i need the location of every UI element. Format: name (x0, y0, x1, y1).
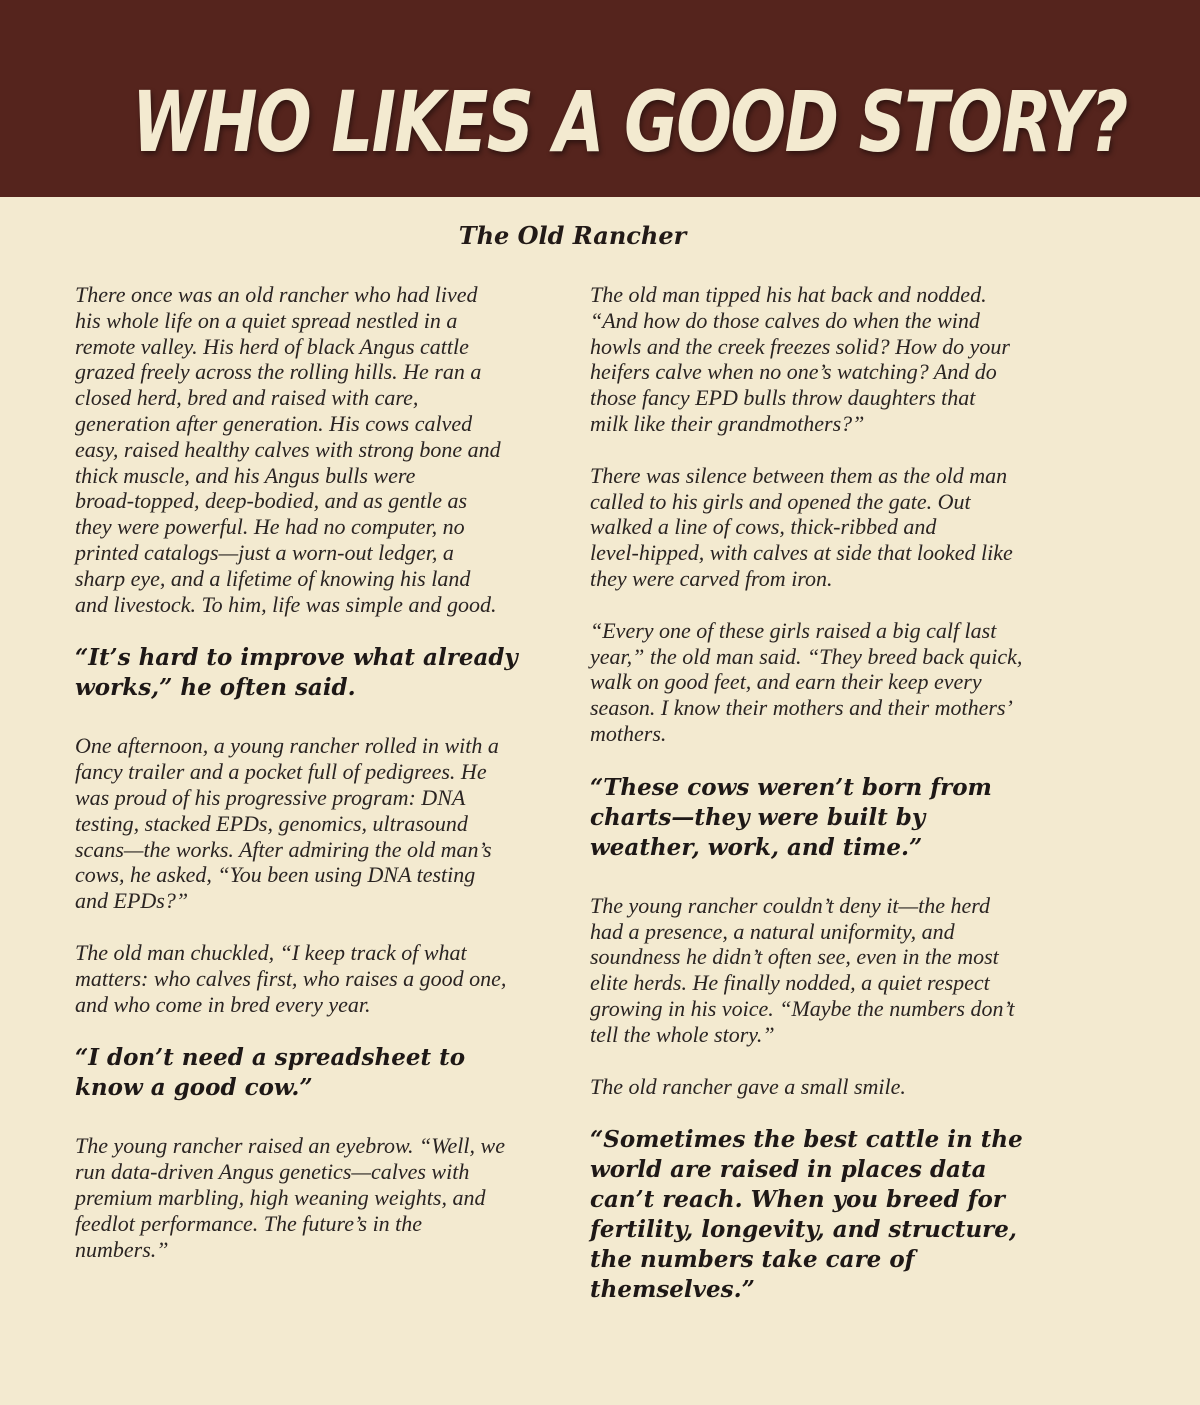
page-title: WHO LIKES A GOOD STORY? (132, 73, 1127, 171)
paragraph: The young rancher couldn’t deny it—the herd had a presence, a natural uniformity, and soundness he didn’t often see, even in the most elite herds. He finally nodded, a quiet respect growing in his voice. “Maybe the numbers don’t tell the whole story.” (590, 892, 1015, 1047)
paragraph: There was silence between them as the old man called to his girls and opened the gate. Out walked a line of cows, thick-ribbed and level-hipped, with calves at side that looked like they were carved from iron. (590, 462, 1013, 591)
header-banner (0, 0, 1200, 197)
pull-quote: “I don’t need a spreadsheet to know a good cow.” (75, 1044, 466, 1102)
pull-quote: “Sometimes the best cattle in the world are raised in places data can’t reach. When you breed for fertility, longevity, and structure, the numbers take care of themselves.” (590, 1126, 1023, 1304)
right-column (590, 282, 1060, 1335)
pull-quote: “These cows weren’t born from charts—they were built by weather, work, and time.” (590, 773, 992, 861)
paragraph: The old man tipped his hat back and nodded. “And how do those calves do when the wind howls and the creek freezes solid? How do your heifers calve when no one’s watching? And do those fancy EPD bulls throw daughters that milk like their grandmothers?” (590, 282, 1010, 436)
paragraph: “Every one of these girls raised a big calf last year,” the old man said. “They breed back quick, walk on good feet, and earn their keep every season. I know their mothers and their mothers’ mothers. (590, 617, 1023, 746)
story-title: The Old Rancher (458, 221, 687, 250)
left-column (75, 282, 545, 1288)
pull-quote: “It’s hard to improve what already works,” he often said. (75, 644, 518, 702)
paragraph: The young rancher raised an eyebrow. “Well, we run data-driven Angus genetics—calves with premium marbling, high weaning weights, and feedlot performance. The future’s in the numbers.” (75, 1133, 505, 1262)
paragraph: There once was an old rancher who had lived his whole life on a quiet spread nestled in a remote valley. His herd of black Angus cattle grazed freely across the rolling hills. He ran a closed herd, bred and raised with care, generation after generation. His cows calved easy, raised healthy calves with strong bone and thick muscle, and his Angus bulls were broad-topped, deep-bodied, and as gentle as they were powerful. He had no computer, no printed catalogs—just a worn-out ledger, a sharp eye, and a lifetime of knowing his land and livestock. To him, life was simple and good. (75, 282, 501, 617)
paragraph: The old rancher gave a small smile. (590, 1073, 906, 1099)
paragraph: The old man chuckled, “I keep track of what matters: who calves first, who raises a good one, and who come in bred every year. (75, 939, 507, 1017)
paragraph: One afternoon, a young rancher rolled in with a fancy trailer and a pocket full of pedigrees. He was proud of his progressive program: DNA testing, stacked EPDs, genomics, ultrasound scans—the works. After admiring the old man’s cows, he asked, “You been using DNA testing and EPDs?” (75, 733, 499, 914)
